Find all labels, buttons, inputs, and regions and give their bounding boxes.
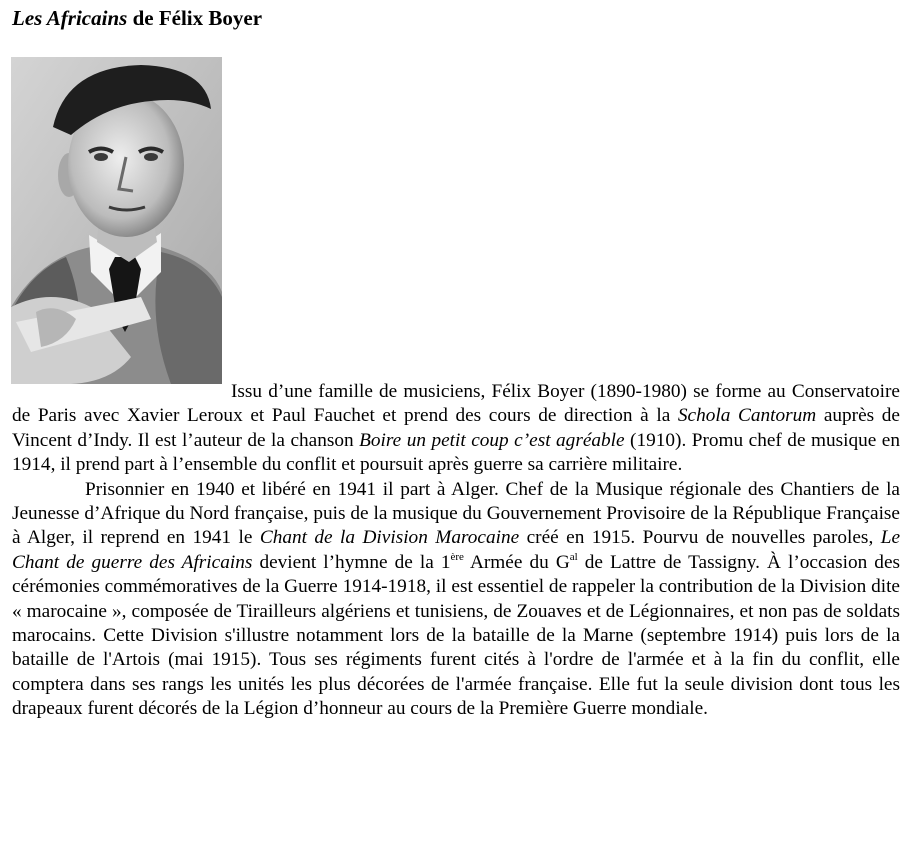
document-body	[12, 380, 900, 722]
paragraph-1-text-1: Issu d’une famille de musiciens, Félix Boyer (1890-1980) se forme au Conservatoire de Paris avec Xavier Leroux et Paul Fauchet et prend des cours de direction à la	[12, 381, 900, 427]
paragraph-2-italic-2: Le Chant de guerre des Africains	[12, 527, 900, 573]
paragraph-1-italic-1: Schola Cantorum	[677, 405, 817, 427]
paragraph-1-text-3: (1910). Promu chef de musique en 1914, il prend part à l’ensemble du conflit et poursuit après guerre sa carrière militaire.	[12, 429, 900, 476]
paragraph-2-text-3: devient l’hymne de la 1	[252, 551, 451, 573]
paragraph-2-text-2: créé en 1915. Pourvu de nouvelles paroles,	[519, 527, 881, 549]
paragraph-2-italic-1: Chant de la Division Marocaine	[259, 527, 520, 549]
paragraph-2-text-5: de Lattre de Tassigny. À l’occasion des cérémonies commémoratives de la Guerre 1914-1918, il est essentiel de rappeler la contribution de la Division dite « marocaine », composée de Tirailleurs algériens et tunisiens, de Zouaves et de Légionnaires, et non pas de soldats marocains. Cette Division s'illustre notamment lors de la bataille de la Marne (septembre 1914) puis lors de la bataille de l'Artois (mai 1915). Tous ses régiments furent cités à l'ordre de l'armée et à la fin du conflit, elle comptera dans ses rangs les unités les plus décorées de l'armée française. Elle fut la seule division dont tous les drapeaux furent décorés de la Légion d’honneur au cours de la Première Guerre mondiale.	[12, 551, 901, 720]
paragraph-2	[12, 478, 900, 722]
paragraph-2-text-1: Prisonnier en 1940 et libéré en 1941 il part à Alger. Chef de la Musique régionale des Chantiers de la Jeunesse d’Afrique du Nord française, puis de la musique du Gouvernement Provisoire de la République Française à Alger, il reprend en 1941 le	[12, 478, 900, 549]
paragraph-1-text-2: auprès de Vincent d’Indy. Il est l’auteur de la chanson	[12, 405, 900, 451]
paragraph-2-text-4: Armée du G	[463, 551, 570, 573]
paragraph-1	[12, 380, 900, 478]
document-title	[12, 5, 262, 31]
portrait-photo	[11, 57, 222, 384]
superscript-ere: ère	[450, 550, 464, 563]
paragraph-1-italic-2: Boire un petit coup c’est agréable	[359, 429, 625, 451]
superscript-al: al	[569, 550, 578, 563]
title-italic: Les Africains	[12, 6, 128, 30]
title-rest: de Félix Boyer	[127, 6, 263, 30]
